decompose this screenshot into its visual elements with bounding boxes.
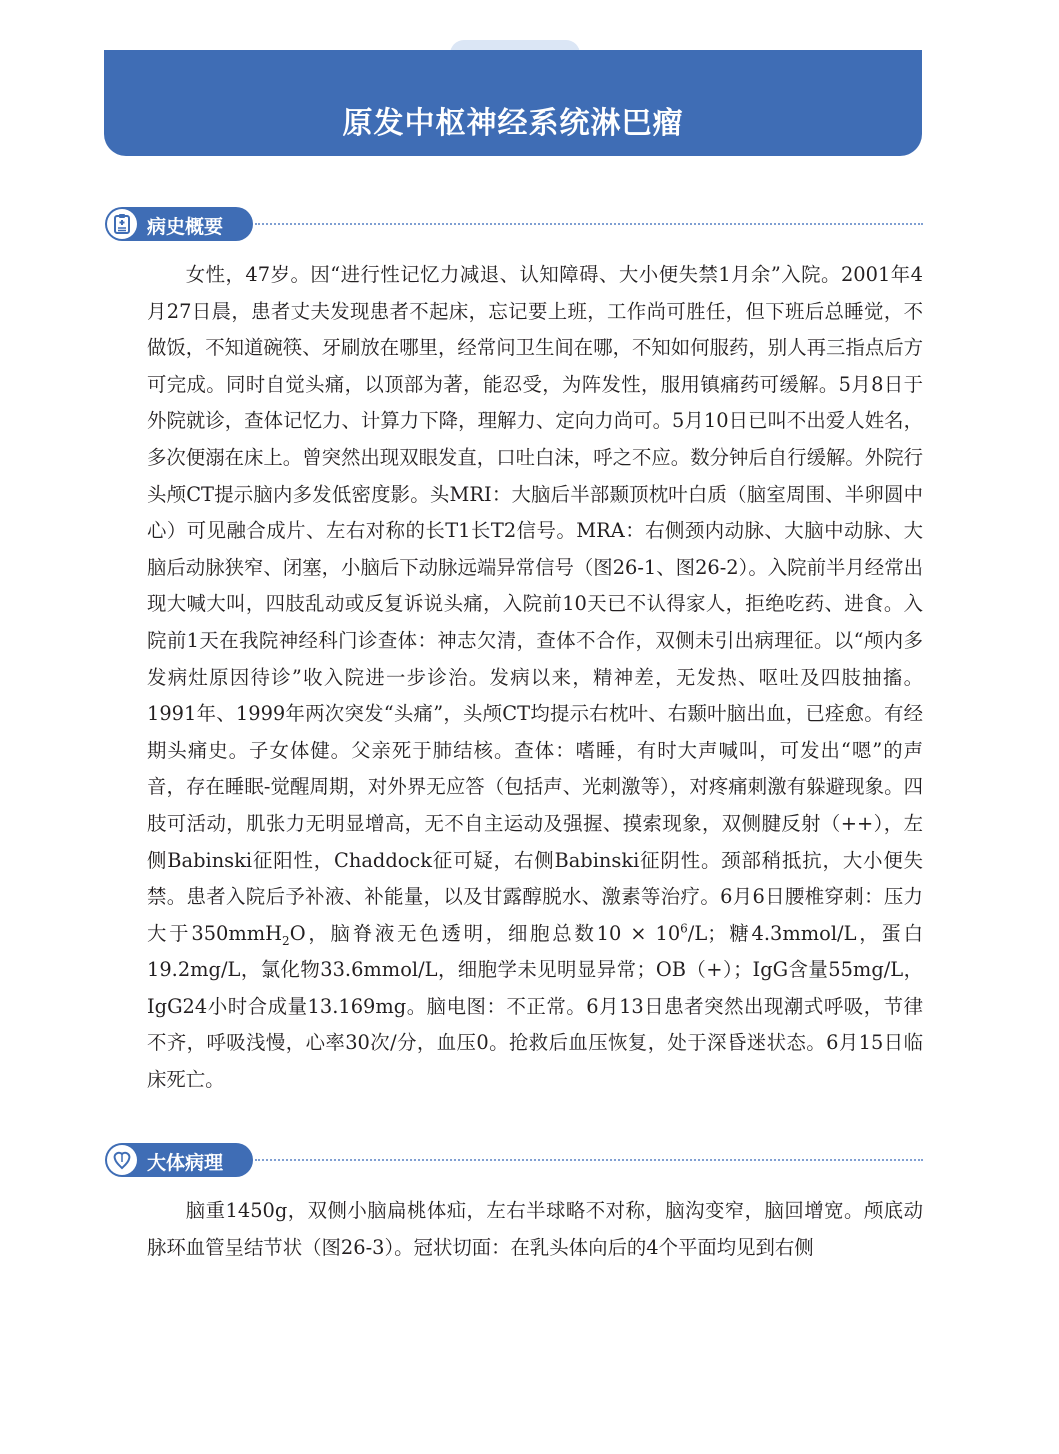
section-title: 病史概要 xyxy=(147,216,224,238)
section-header-gross-pathology xyxy=(105,1143,923,1177)
gross-pathology-paragraph: 脑重1450g，双侧小脑扁桃体疝，左右半球略不对称，脑沟变窄，脑回增宽。颅底动脉环血管呈结节状（图26-3）。冠状切面：在乳头体向后的4个平面均见到右侧 xyxy=(147,1199,923,1259)
organ-icon xyxy=(107,1145,137,1175)
section-pill xyxy=(105,1143,253,1177)
section-header-history xyxy=(105,207,923,241)
section-title: 大体病理 xyxy=(147,1152,224,1174)
section-divider xyxy=(255,1159,923,1161)
page-title: 原发中枢神经系统淋巴瘤 xyxy=(342,106,684,141)
section-pill xyxy=(105,207,253,241)
history-paragraph: 女性，47岁。因“进行性记忆力减退、认知障碍、大小便失禁1月余”入院。2001年4月27日晨，患者丈夫发现患者不起床，忘记要上班，工作尚可胜任，但下班后总睡觉，不做饭，不知道碗筷、牙刷放在哪里，经常问卫生间在哪，不知如何服药，别人再三指点后方可完成。同时自觉头痛，以顶部为著，能忍受，为阵发性，服用镇痛药可缓解。5月8日于外院就诊，查体记忆力、计算力下降，理解力、定向力尚可。5月10日已叫不出爱人姓名，多次便溺在床上。曾突然出现双眼发直，口吐白沫，呼之不应。数分钟后自行缓解。外院行头颅CT提示脑内多发低密度影。头MRI：大脑后半部颞顶枕叶白质（脑室周围、半卵圆中心）可见融合成片、左右对称的长T1长T2信号。MRA：右侧颈内动脉、大脑中动脉、大脑后动脉狭窄、闭塞，小脑后下动脉远端异常信号（图26-1、图26-2）。入院前半月经常出现大喊大叫，四肢乱动或反复诉说头痛，入院前10天已不认得家人，拒绝吃药、进食。入院前1天在我院神经科门诊查体：神志欠清，查体不合作，双侧未引出病理征。以“颅内多发病灶原因待诊”收入院进一步诊治。发病以来，精神差，无发热、呕吐及四肢抽搐。1991年、1999年两次突发“头痛”，头颅CT均提示右枕叶、右颞叶脑出血，已痊愈。有经期头痛史。子女体健。父亲死于肺结核。查体：嗜睡，有时大声喊叫，可发出“嗯”的声音，存在睡眠-觉醒周期，对外界无应答（包括声、光刺激等），对疼痛刺激有躲避现象。四肢可活动，肌张力无明显增高，无不自主运动及强握、摸索现象，双侧腱反射（++），左侧Babinski征阳性，Chaddock征可疑，右侧Babinski征阴性。颈部稍抵抗，大小便失禁。患者入院后予补液、补能量，以及甘露醇脱水、激素等治疗。6月6日腰椎穿刺：压力大于350mmH$_2$O，脑脊液无色透明，细胞总数$10 \times 10^6/L$；糖4.3mmol/L，蛋白19.2mg/L，氯化物33.6mmol/L，细胞学未见明显异常；OB（+）；IgG含量55mg/L，IgG24小时合成量13.169mg。脑电图：不正常。6月13日患者突然出现潮式呼吸，节律不齐，呼吸浅慢，心率30次/分，血压0。抢救后血压恢复，处于深昏迷状态。6月15日临床死亡。 xyxy=(147,263,923,1092)
clipboard-icon xyxy=(107,209,137,239)
section-divider xyxy=(255,223,923,225)
